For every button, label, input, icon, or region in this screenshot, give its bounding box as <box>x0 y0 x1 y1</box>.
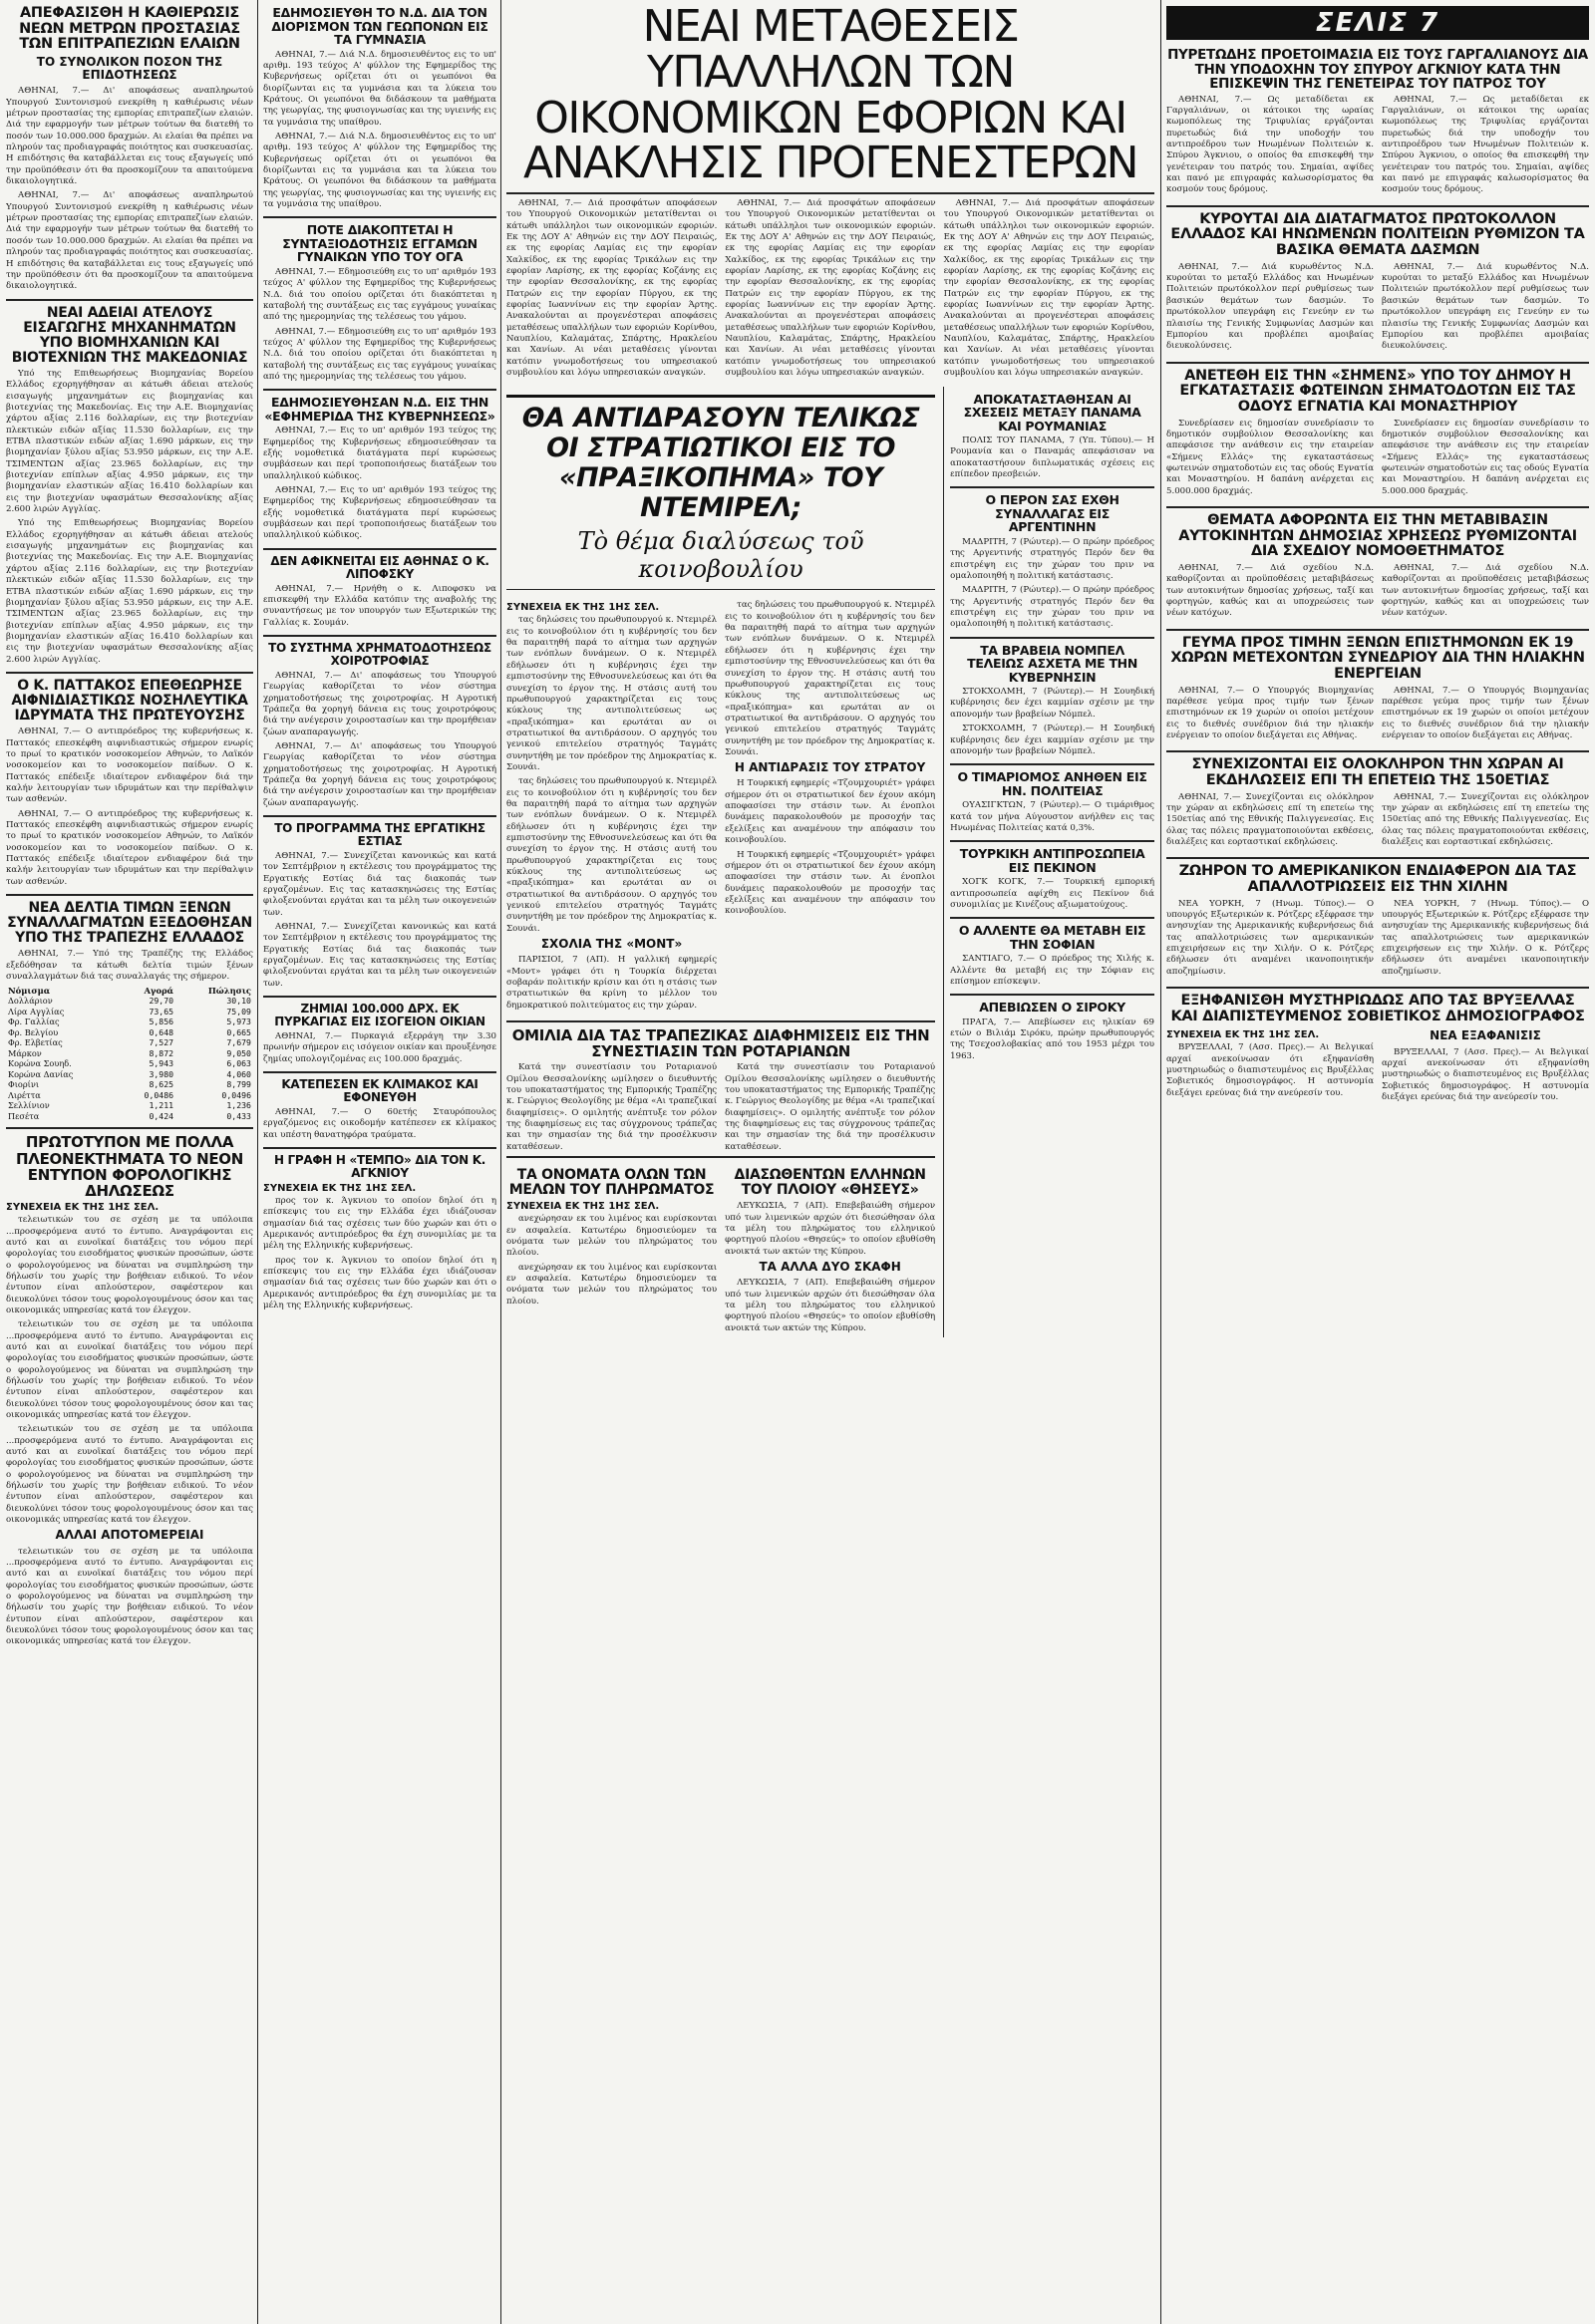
rate-row <box>6 1079 253 1090</box>
article-pattakos-cont: ΑΘΗΝΑΙ, 7.— Ο αντιπρόεδρος της κυβερνήσεως κ. Παττακός επεσκέφθη αιφνιδιαστικώς σήμερον ενωρίς το πρωί το κρατικόν νοσοκομείον Αθηνών, το Λαϊκόν νοσοκομείον και το νοσοκομείον παίδων. Ο κ. Παττακός επέδειξε ιδιαίτερον ενδιαφέρον διά την καλήν λειτουργίαν των ιδρυμάτων και την περίθαλψιν των ασθενών. <box>6 808 253 887</box>
rate-row <box>6 1111 253 1122</box>
rate-row <box>6 996 253 1007</box>
ship-stories <box>506 1156 935 1337</box>
article-tempo: προς τον κ. Άγκνιου το οποίον δηλοί ότι η επίσκεψις του εις την Ελλάδα έχει ιδιάζουσαν σημασίαν διά τας σχέσεις των δύο χωρών και ότι ο Αμερικανός αντιπρόεδρος θα έχη συνομιλίας με τα μέλη της Ελληνικής κυβερνήσεως. <box>263 1195 496 1252</box>
headline-lipofsky: ΔΕΝ ΑΦΙΚΝΕΙΤΑΙ ΕΙΣ ΑΘΗΝΑΣ Ο Κ. ΛΙΠΟΦΣΚΥ <box>263 548 496 581</box>
article-solar: ΑΘΗΝΑΙ, 7.— Ο Υπουργός Βιομηχανίας παρέθεσε γεύμα προς τιμήν των ξένων επιστημόνων εκ 19 χωρών οι οποίοι μετέχουν εις το διεθνές συνέδριον διά την ηλιακήν ενέργειαν το οποίον διεξάγεται εις Αθήνας. <box>1166 685 1374 740</box>
rate-sell: 0,433 <box>226 1110 251 1121</box>
continuation-tax-form: ΣΥΝΕΧΕΙΑ ΕΚ ΤΗΣ 1ΗΣ ΣΕΛ. <box>6 1202 160 1214</box>
column-rule <box>500 0 501 2324</box>
rate-currency: Δολλάριον <box>8 996 53 1007</box>
article-fire: ΑΘΗΝΑΙ, 7.— Πυρκαγιά εξερράγη την 3.30 πρωινήν σήμερον εις ισόγειον οικίαν και προυξένησε ζημίας υπολογιζομένας εις 100.000 δραχμάς. <box>263 1030 496 1064</box>
article-turkey: τας δηλώσεις του πρωθυπουργού κ. Ντεμιρέλ εις το κοινοβούλιον ότι η κυβέρνησίς του δεν θα παραιτηθή παρά το αίτημα των αρχηγών των ενόπλων δυνάμεων. Ο κ. Ντεμιρέλ εδήλωσεν ότι η κυβέρνησις έχει την εμπιστοσύνην της Εθνοσυνελεύσεως και ότι θα συνεχίση το έργον της. Η στάσις αυτή του πρωθυπουργού χαρακτηρίζεται εις τους κύκλους της αντιπολιτεύσεως ως «πραξικόπημα» και ερωτάται αν οι στρατιωτικοί θα αντιδράσουν. Ο αρχηγός του γενικού επιτελείου στρατηγός Ταγμάτς συνηντήθη με τον πρόεδρον της Δημοκρατίας κ. Σουνάι. <box>506 615 718 772</box>
article-gargalianoi-cont: ΑΘΗΝΑΙ, 7.— Ως μεταδίδεται εκ Γαργαλιάνων, οι κάτοικοι της ωραίας κωμοπόλεως της Τριφυλίας εργάζονται πυρετωδώς διά την υποδοχήν του αντιπροέδρου των Ηνωμένων Πολιτειών κ. Σπύρου Άγκνιου, ο οποίος θα επισκεφθή την γενέτειραν του πατρός του. Σημαίαι, αψίδες και πανό με επιγραφάς καλωσορίσματος θα κοσμούν τους δρόμους. <box>1382 94 1589 195</box>
article-nobel: ΣΤΟΚΧΟΛΜΗ, 7 (Ρώυτερ).— Η Σουηδική κυβέρνησις δεν έχει καμμίαν σχέσιν με την απονομήν των βραβείων Νόμπελ. <box>950 687 1154 720</box>
article-theseus-cont: ΛΕΥΚΩΣΙΑ, 7 (ΑΠ). Επεβεβαιώθη σήμερον υπό των λιμενικών αρχών ότι διεσώθησαν όλα τα μέλη του πληρώματος του ελληνικού φορτηγού πλοίου «Θησεύς» το οποίον εβυθίσθη ανοικτά των ακτών της Κύπρου. <box>725 1278 936 1333</box>
rate-currency: Λιρέττα <box>8 1089 41 1100</box>
article-rotary-cont: Κατά την συνεστίασιν του Ροταριανού Ομίλου Θεσσαλονίκης ωμίλησεν ο διευθυντής του υποκαταστήματος της Εμπορικής Τραπέζης κ. Γεώργιος Θεολογίδης με θέμα «Αι τραπεζικαί διαφημίσεις». Ο ομιλητής ανέπτυξε τον ρόλον της διαφημίσεως εις τας σύγχρονους τράπεζας και την σημασίαν της διά την προσέλκυσιν καταθέσεων. <box>725 1062 936 1152</box>
banner-article-part-1: ΑΘΗΝΑΙ, 7.— Διά προσφάτων αποφάσεων του Υπουργού Οικονομικών μετατίθενται οι κάτωθι υπάλληλοι των οικονομικών εφοριών. Εκ της ΔΟΥ Α' Αθηνών εις την ΔΟΥ Πειραιώς, εκ της εφορίας Λαμίας εις την εφορίαν Χαλκίδος, εκ της εφορίας Τρικάλων εις την εφορίαν Λαρίσης, εκ της εφορίας Κοζάνης εις την εφορίαν Θεσσαλονίκης, εκ της εφορίας Πατρών εις την εφορίαν Πύργου, εκ της εφορίας Ιωαννίνων εις την εφορίαν Άρτης. Ανακαλούνται αι προγενέστεραι αποφάσεις μεταθέσεως υπαλλήλων των εφοριών Κορίνθου, Ναυπλίου, Καλαμάτας, Σπάρτης, Ηρακλείου και Χανίων. Αι νέαι μεταθέσεις γίνονται κατόπιν γνωμοδοτήσεως του υπηρεσιακού συμβουλίου και λόγω υπηρεσιακών αναγκών. <box>506 198 718 379</box>
headline-chile: ΖΩΗΡΟΝ ΤΟ ΑΜΕΡΙΚΑΝΙΚΟΝ ΕΝΔΙΑΦΕΡΟΝ ΔΙΑ ΤΑΣ ΑΠΑΛΛΟΤΡΙΩΣΕΙΣ ΕΙΣ ΤΗΝ ΧΙΛΗΝ <box>1166 857 1589 895</box>
rate-sell: 1,236 <box>226 1100 251 1111</box>
subheadline-olives: ΤΟ ΣΥΝΟΛΙΚΟΝ ΠΟΣΟΝ ΤΗΣ ΕΠΙΔΟΤΗΣΕΩΣ <box>36 54 223 83</box>
headline-150-years: ΣΥΝΕΧΙΖΟΝΤΑΙ ΕΙΣ ΟΛΟΚΛΗΡΟΝ ΤΗΝ ΧΩΡΑΝ ΑΙ ΕΚΔΗΛΩΣΕΙΣ ΕΠΙ ΤΗ ΕΠΕΤΕΙΩ ΤΗΣ 150ΕΤΙΑΣ <box>1166 750 1589 788</box>
rate-sell: 9,050 <box>226 1047 251 1058</box>
rate-buy: 29,70 <box>149 996 174 1007</box>
article-turkey-cont: τας δηλώσεις του πρωθυπουργού κ. Ντεμιρέλ εις το κοινοβούλιον ότι η κυβέρνησίς του δεν θα παραιτηθή παρά το αίτημα των αρχηγών των ενόπλων δυνάμεων. Ο κ. Ντεμιρέλ εδήλωσεν ότι η κυβέρνησις έχει την εμπιστοσύνην της Εθνοσυνελεύσεως και ότι θα συνεχίση το έργον της. Η στάσις αυτή του πρωθυπουργού χαρακτηρίζεται εις τους κύκλους της αντιπολιτεύσεως ως «πραξικόπημα» και ερωτάται αν οι στρατιωτικοί θα αντιδράσουν. Ο αρχηγός του γενικού επιτελείου στρατηγός Ταγμάτς συνηντήθη με τον πρόεδρον της Δημοκρατίας κ. Σουνάι. <box>506 776 718 934</box>
article-tariff: ΑΘΗΝΑΙ, 7.— Διά κυρωθέντος Ν.Δ. κυρούται το μεταξύ Ελλάδος και Ηνωμένων Πολιτειών πρωτόκολλον περί ρυθμίσεως των βασικών θεμάτων των δασμών. Το πρωτόκολλον υπεγράφη εις Γενεύην εν τω πλαισίω της Γενικής Συμφωνίας Δασμών και Εμπορίου και προβλέπει αμοιβαίας διευκολύνσεις. <box>1166 261 1374 352</box>
banner-article-part-2: ΑΘΗΝΑΙ, 7.— Διά προσφάτων αποφάσεων του Υπουργού Οικονομικών μετατίθενται οι κάτωθι υπάλληλοι των οικονομικών εφοριών. Εκ της ΔΟΥ Α' Αθηνών εις την ΔΟΥ Πειραιώς, εκ της εφορίας Λαμίας εις την εφορίαν Χαλκίδος, εκ της εφορίας Τρικάλων εις την εφορίαν Λαρίσης, εκ της εφορίας Κοζάνης εις την εφορίαν Θεσσαλονίκης, εκ της εφορίας Πατρών εις την εφορίαν Πύργου, εκ της εφορίας Ιωαννίνων εις την εφορίαν Άρτης. Ανακαλούνται αι προγενέστεραι αποφάσεις μεταθέσεως υπαλλήλων των εφοριών Κορίνθου, Ναυπλίου, Καλαμάτας, Σπάρτης, Ηρακλείου και Χανίων. Αι νέαι μεταθέσεις γίνονται κατόπιν γνωμοδοτήσεως του υπηρεσιακού συμβουλίου και λόγω υπηρεσιακών αναγκών. <box>725 198 936 379</box>
headline-tariff-protocol: ΚΥΡΟΥΤΑΙ ΔΙΑ ΔΙΑΤΑΓΜΑΤΟΣ ΠΡΩΤΟΚΟΛΛΟΝ ΕΛΛΑΔΟΣ ΚΑΙ ΗΝΩΜΕΝΩΝ ΠΟΛΙΤΕΙΩΝ ΡΥΘΜΙΖΟΝ ΤΑ ΒΑΣΙΚΑ ΘΕΜΑΤΑ ΔΑΣΜΩΝ <box>1166 205 1589 259</box>
rotary-columns <box>506 1062 935 1156</box>
rate-currency: Φρ. Ελβετίας <box>8 1037 63 1048</box>
column-rule <box>1160 0 1161 2324</box>
rate-buy: 8,625 <box>149 1079 174 1090</box>
article-peron-cont: ΜΑΔΡΙΤΗ, 7 (Ρώυτερ).— Ο πρώην πρόεδρος της Αργεντινής στρατηγός Περόν δεν θα επιστρέψη εις την χώραν του πριν να ομαλοποιηθή η πολιτική κατάστασις. <box>950 585 1154 630</box>
headline-gargalianoi: ΠΥΡΕΤΩΔΗΣ ΠΡΟΕΤΟΙΜΑΣΙΑ ΕΙΣ ΤΟΥΣ ΓΑΡΓΑΛΙΑΝΟΥΣ ΔΙΑ ΤΗΝ ΥΠΟΔΟΧΗΝ ΤΟΥ ΣΠΥΡΟΥ ΑΓΚΝΙΟΥ ΚΑΤΑ ΤΗΝ ΕΠΙΣΚΕΨΙΝ ΤΗΣ ΓΕΝΕΤΕΙΡΑΣ ΤΟΥ ΠΑΤΡΟΣ ΤΟΥ <box>1167 47 1588 93</box>
rate-buy: 3,980 <box>149 1068 174 1079</box>
rate-currency: Φρ. Γαλλίας <box>8 1017 60 1027</box>
headline-machinery: ΝΕΑΙ ΑΔΕΙΑΙ ΑΤΕΛΟΥΣ ΕΙΣΑΓΩΓΗΣ ΜΗΧΑΝΗΜΑΤΩΝ ΥΠΟ ΒΙΟΜΗΧΑΝΙΩΝ ΚΑΙ ΒΙΟΤΕΧΝΙΩΝ ΤΗΣ ΜΑΚΕΔΟΝΙΑΣ <box>6 299 253 366</box>
article-oga-pensions: ΑΘΗΝΑΙ, 7.— Εδημοσιεύθη εις το υπ' αριθμόν 193 τεύχος Α' φύλλον της Εφημερίδος της Κυβερνήσεως Ν.Δ. διά του οποίου ορίζεται ότι διακόπτεται η καταβολή της συντάξεως εις τας εγγάμους γυναίκας από της ημερομηνίας της τελέσεως του γάμου. <box>263 266 496 323</box>
headline-turkish-delegation: ΤΟΥΡΚΙΚΗ ΑΝΤΙΠΡΟΣΩΠΕΙΑ ΕΙΣ ΠΕΚΙΝΟΝ <box>950 840 1154 874</box>
column-2 <box>263 0 496 2324</box>
article-workers-home-cont: ΑΘΗΝΑΙ, 7.— Συνεχίζεται κανονικώς και κατά τον Σεπτέμβριον η εκτέλεσις του προγράμματος της Εργατικής Εστίας διά τας διακοπάς των εργαζομένων. Εις τας κατασκηνώσεις της Εστίας φιλοξενούνται εργάται και τα μέλη των οικογενειών των. <box>263 921 496 989</box>
rate-currency: Κορώνα Σουηδ. <box>8 1058 72 1069</box>
column-1 <box>6 0 253 2324</box>
headline-theseus: ΔΙΑΣΩΘΕΝΤΩΝ ΕΛΛΗΝΩΝ ΤΟΥ ΠΛΟΙΟΥ «ΘΗΣΕΥΣ» <box>734 1167 926 1199</box>
rate-col-buy: Αγορά <box>144 986 174 997</box>
exchange-rate-table <box>6 986 253 1121</box>
headline-crew: ΤΑ ΟΝΟΜΑΤΑ ΟΛΩΝ ΤΩΝ ΜΕΛΩΝ ΤΟΥ ΠΛΗΡΩΜΑΤΟΣ <box>508 1167 715 1199</box>
rate-row <box>6 1058 253 1069</box>
rate-col-currency: Νόμισμα <box>8 986 51 997</box>
continuation-turkey: ΣΥΝΕΧΕΙΑ ΕΚ ΤΗΣ 1ΗΣ ΣΕΛ. <box>506 602 660 614</box>
article-vehicles: ΑΘΗΝΑΙ, 7.— Διά σχεδίου Ν.Δ. καθορίζονται αι προϋποθέσεις μεταβιβάσεως των αυτοκινήτων δημοσίας χρήσεως, ταξί και φορτηγών, καθώς και αι υποχρεώσεις των νέων κατόχων. <box>1166 562 1374 619</box>
rate-buy: 0,424 <box>149 1110 174 1121</box>
article-crew: ανεχώρησαν εκ του λιμένος και ευρίσκονται εν ασφαλεία. Κατωτέρω δημοσιεύομεν τα ονόματα των μελών του πληρώματος του πλοίου. <box>506 1214 718 1259</box>
headline-rotary: ΟΜΙΛΙΑ ΔΙΑ ΤΑΣ ΤΡΑΠΕΖΙΚΑΣ ΔΙΑΦΗΜΙΣΕΙΣ ΕΙΣ ΤΗΝ ΣΥΝΕΣΤΙΑΣΙΝ ΤΩΝ ΡΟΤΑΡΙΑΝΩΝ <box>506 1020 935 1059</box>
rate-row <box>6 1017 253 1027</box>
article-peron: ΜΑΔΡΙΤΗ, 7 (Ρώυτερ).— Ο πρώην πρόεδρος της Αργεντινής στρατηγός Περόν δεν θα επιστρέψη εις την χώραν του πριν να ομαλοποιηθή η πολιτική κατάστασις. <box>950 536 1154 581</box>
headline-workers-home: ΤΟ ΠΡΟΓΡΑΜΜΑ ΤΗΣ ΕΡΓΑΤΙΚΗΣ ΕΣΤΙΑΣ <box>263 815 496 848</box>
article-tempo-cont: προς τον κ. Άγκνιου το οποίον δηλοί ότι η επίσκεψις του εις την Ελλάδα έχει ιδιάζουσαν σημασίαν διά τας σχέσεις των δύο χωρών και ότι ο Αμερικανός αντιπρόεδρος θα έχη συνομιλίας με τα μέλη της Ελληνικής κυβερνήσεως. <box>263 1255 496 1310</box>
continuation-journalist: ΣΥΝΕΧΕΙΑ ΕΚ ΤΗΣ 1ΗΣ ΣΕΛ. <box>1166 1029 1320 1041</box>
headline-siroky: ΑΠΕΒΙΩΣΕΝ Ο ΣΙΡΟΚΥ <box>950 994 1154 1015</box>
rate-currency: Κορώνα Δανίας <box>8 1068 74 1079</box>
column-rule <box>257 0 258 2324</box>
article-solar-cont: ΑΘΗΝΑΙ, 7.— Ο Υπουργός Βιομηχανίας παρέθεσε γεύμα προς τιμήν των ξένων επιστημόνων εκ 19 χωρών οι οποίοι μετέχουν εις το διεθνές συνέδριον διά την ηλιακήν ενέργειαν το οποίον διεξάγεται εις Αθήνας. <box>1382 685 1589 740</box>
rate-sell: 6,063 <box>226 1058 251 1069</box>
rate-buy: 0,0486 <box>144 1089 174 1100</box>
article-olives-cont: ΑΘΗΝΑΙ, 7.— Δι' αποφάσεως αναπληρωτού Υπουργού Συντονισμού ενεκρίθη η καθιέρωσις νέων μέτρων προστασίας της εμπορίας επιτραπεζίων ελαιών. Διά την εφαρμογήν των μέτρων τούτων θα διατεθή το ποσόν των 10.000.000 δραχμών. Αι ελαίαι θα πρέπει να πληρούν τας προδιαγραφάς ποιότητος και συσκευασίας. Η επιδότησις θα καταβάλλεται εις τους εξαγωγείς υπό την προϋπόθεσιν ότι θα προσκομίζουν τα απαιτούμενα δικαιολογητικά. <box>6 190 253 292</box>
headline-decrees: ΕΔΗΜΟΣΙΕΥΘΗΣΑΝ Ν.Δ. ΕΙΣ ΤΗΝ «ΕΦΗΜΕΡΙΔΑ ΤΗΣ ΚΥΒΕΡΝΗΣΕΩΣ» <box>263 389 496 423</box>
article-anniversary-cont: ΑΘΗΝΑΙ, 7.— Συνεχίζονται εις ολόκληρον την χώραν αι εκδηλώσεις επί τη επετείω της 150ετίας από της Εθνικής Παλιγγενεσίας. Εις όλας τας πόλεις πραγματοποιούνται εκθέσεις, διαλέξεις και εορταστικαί εκδηλώσεις. <box>1382 791 1589 847</box>
headline-pig-farming: ΤΟ ΣΥΣΤΗΜΑ ΧΡΗΜΑΤΟΔΟΤΗΣΕΩΣ ΧΟΙΡΟΤΡΟΦΙΑΣ <box>263 635 496 668</box>
rate-buy: 1,211 <box>149 1100 174 1111</box>
gargalianoi-columns <box>1166 95 1589 199</box>
headline-soviet-journalist: ΕΞΗΦΑΝΙΣΘΗ ΜΥΣΤΗΡΙΩΔΩΣ ΑΠΟ ΤΑΣ ΒΡΥΞΕΛΛΑΣ ΚΑΙ ΔΙΑΠΙΣΤΕΥΜΕΝΟΣ ΣΟΒΙΕΤΙΚΟΣ ΔΗΜΟΣΙΟΓΡΑΦΟΣ <box>1166 987 1589 1024</box>
article-agronomists-cont: ΑΘΗΝΑΙ, 7.— Διά Ν.Δ. δημοσιευθέντος εις το υπ' αριθμ. 193 τεύχος Α' φύλλον της Εφημερίδος της Κυβερνήσεως ορίζεται ότι οι γεωπόνοι θα διορίζωνται εις τα γυμνάσια και τα λύκεια του Κράτους. Οι γεωπόνοι θα διδάσκουν τα μαθήματα της γεωργίας, της φυσιογνωσίας και της υγιεινής εις τα γυμνάσια της υπαίθρου. <box>263 131 496 209</box>
rate-buy: 5,943 <box>149 1058 174 1069</box>
article-pattakos: ΑΘΗΝΑΙ, 7.— Ο αντιπρόεδρος της κυβερνήσεως κ. Παττακός επεσκέφθη αιφνιδιαστικώς σήμερον ενωρίς το πρωί το κρατικόν νοσοκομείον Αθηνών, το Λαϊκόν νοσοκομείον και το νοσοκομείον παίδων. Ο κ. Παττακός επέδειξε ιδιαίτερον ενδιαφέρον διά την καλήν λειτουργίαν των ιδρυμάτων και την περίθαλψιν των ασθενών. <box>6 726 253 805</box>
headline-tempo: Η ΓΡΑΦΗ Η «ΤΕΜΠΟ» ΔΙΑ ΤΟΝ Κ. ΑΓΚΝΙΟΥ <box>263 1147 496 1180</box>
anniversary-columns <box>1166 792 1589 852</box>
article-exchange-rates: ΑΘΗΝΑΙ, 7.— Υπό της Τραπέζης της Ελλάδος εξεδόθησαν τα κάτωθι δελτία τιμών ξένων συναλλαγμάτων διά τας συναλλαγάς της σήμερον. <box>6 949 253 983</box>
banner-article-part-3: ΑΘΗΝΑΙ, 7.— Διά προσφάτων αποφάσεων του Υπουργού Οικονομικών μετατίθενται οι κάτωθι υπάλληλοι των οικονομικών εφοριών. Εκ της ΔΟΥ Α' Αθηνών εις την ΔΟΥ Πειραιώς, εκ της εφορίας Λαμίας εις την εφορίαν Χαλκίδος, εκ της εφορίας Τρικάλων εις την εφορίαν Λαρίσης, εκ της εφορίας Κοζάνης εις την εφορίαν Θεσσαλονίκης, εκ της εφορίας Πατρών εις την εφορίαν Πύργου, εκ της εφορίας Ιωαννίνων εις την εφορίαν Άρτης. Ανακαλούνται αι προγενέστεραι αποφάσεις μεταθέσεως υπαλλήλων των εφοριών Κορίνθου, Ναυπλίου, Καλαμάτας, Σπάρτης, Ηρακλείου και Χανίων. Αι νέαι μεταθέσεις γίνονται κατόπιν γνωμοδοτήσεως του υπηρεσιακού συμβουλίου και λόγω υπηρεσιακών αναγκών. <box>943 198 1154 379</box>
right-block <box>1166 0 1589 2324</box>
article-crew-cont: ανεχώρησαν εκ του λιμένος και ευρίσκονται εν ασφαλεία. Κατωτέρω δημοσιεύομεν τα ονόματα των μελών του πληρώματος του πλοίου. <box>506 1262 718 1307</box>
rate-sell: 30,10 <box>226 996 251 1007</box>
rate-buy: 8,872 <box>149 1047 174 1058</box>
article-panama: ΠΟΛΙΣ ΤΟΥ ΠΑΝΑΜΑ, 7 (Υπ. Τύπου).— Η Ρουμανία και ο Παναμάς απεφάσισαν να αποκαταστήσουν διπλωματικάς σχέσεις εις επίπεδον πρεσβειών. <box>950 436 1154 480</box>
center-right-column <box>943 387 1154 1337</box>
page-number-masthead: ΣΕΛΙΣ 7 <box>1166 6 1589 40</box>
article-machinery: Υπό της Επιθεωρήσεως Βιομηχανίας Βορείου Ελλάδος εχορηγήθησαν αι κάτωθι άδειαι ατελούς εισαγωγής μηχανημάτων εις βιομηχανίας και βιοτεχνίας της Μακεδονίας. Εις την Α.Ε. Βιομηχανίας χάρτου αξίας 2.116 δολλαρίων, εις την βιοτεχνίαν πλεκτικών ειδών αξίας 11.530 δολλαρίων, εις την ΕΤΒΑ πλαστικών ειδών αξίας 1.690 μάρκων, εις την βιομηχανίαν ξύλου αξίας 53.950 μάρκων, εις την Α.Ε. ΤΣΙΜΕΝΤΩΝ αξίας 23.965 δολλαρίων, εις την βιοτεχνίαν επίπλων αξίας 4.950 μάρκων, εις την βιομηχανίαν ελαστικών αξίας 16.410 δολλαρίων και εις την βιοτεχνίαν υφασμάτων Θεσσαλονίκης αξίας 2.600 λιρών Αγγλίας. <box>6 368 253 515</box>
article-turkish-delegation: ΧΟΓΚ ΚΟΓΚ, 7.— Τουρκική εμπορική αντιπροσωπεία αφίχθη εις Πεκίνον διά συνομιλίας με Κινέζους αξιωματούχους. <box>950 877 1154 910</box>
article-journalist-cont: ΒΡΥΞΕΛΛΑΙ, 7 (Ασσ. Πρες).— Αι Βελγικαί αρχαί ανεκοίνωσαν ότι εξηφανίσθη μυστηριωδώς ο διαπιστευμένος εις Βρυξέλλας Σοβιετικός δημοσιογράφος. Η αστυνομία διεξάγει ερεύνας διά την ανεύρεσίν του. <box>1382 1046 1589 1102</box>
headline-price-index: Ο ΤΙΜΑΡΙΟΜΟΣ ΑΝΗΘΕΝ ΕΙΣ ΗΝ. ΠΟΛΙΤΕΙΑΣ <box>950 763 1154 797</box>
subheadline-two-vessels: ΤΑ ΑΛΛΑ ΔΥΟ ΣΚΑΦΗ <box>759 1260 901 1275</box>
article-siemens: Συνεδρίασεν εις δημοσίαν συνεδρίασιν το δημοτικόν συμβούλιον Θεσσαλονίκης και απεφάσισε την ανάθεσιν εις την εταιρείαν «Σήμενς Ελλάς» της εγκαταστάσεως φωτεινών σηματοδοτών εις τας οδούς Εγνατία και Μοναστηρίου. Η δαπάνη ανέρχεται εις 5.000.000 δραχμάς. <box>1166 418 1374 496</box>
article-decrees-cont: ΑΘΗΝΑΙ, 7.— Εις το υπ' αριθμόν 193 τεύχος της Εφημερίδος της Κυβερνήσεως εδημοσιεύθησαν τα εξής νομοθετικά διατάγματα περί κυρώσεως συμβάσεων και περί τροποποιήσεως διατάξεων του υπαλληλικού κώδικος. <box>263 484 496 541</box>
headline-oga-pensions: ΠΟΤΕ ΔΙΑΚΟΠΤΕΤΑΙ Η ΣΥΝΤΑΞΙΟΔΟΤΗΣΙΣ ΕΓΓΑΜΩΝ ΓΥΝΑΙΚΩΝ ΥΠΟ ΤΟΥ ΟΓΑ <box>263 216 496 264</box>
rate-buy: 5,856 <box>149 1017 174 1027</box>
continuation-tempo: ΣΥΝΕΧΕΙΑ ΕΚ ΤΗΣ 1ΗΣ ΣΕΛ. <box>263 1182 417 1194</box>
siemens-columns <box>1166 419 1589 500</box>
rate-currency: Φιορίνι <box>8 1079 40 1090</box>
rate-col-sell: Πώλησις <box>207 986 251 997</box>
rate-currency: Φρ. Βελγίου <box>8 1026 59 1037</box>
center-lower-row <box>506 387 1154 1337</box>
headline-public-vehicles: ΘΕΜΑΤΑ ΑΦΟΡΩΝΤΑ ΕΙΣ ΤΗΝ ΜΕΤΑΒΙΒΑΣΙΝ ΑΥΤΟΚΙΝΗΤΩΝ ΔΗΜΟΣΙΑΣ ΧΡΗΣΕΩΣ ΡΥΘΜΙΖΟΝΤΑΙ ΔΙΑ ΣΧΕΔΙΟΥ ΝΟΜΟΘΕΤΗΜΑΤΟΣ <box>1166 506 1589 560</box>
rate-sell: 4,060 <box>226 1068 251 1079</box>
subheadline-new-disappearance: ΝΕΑ ΕΞΑΦΑΝΙΣΙΣ <box>1430 1028 1541 1043</box>
rate-buy: 0,648 <box>149 1026 174 1037</box>
article-rotary: Κατά την συνεστίασιν του Ροταριανού Ομίλου Θεσσαλονίκης ωμίλησεν ο διευθυντής του υποκαταστήματος της Εμπορικής Τραπέζης κ. Γεώργιος Θεολογίδης με θέμα «Αι τραπεζικαί διαφημίσεις». Ο ομιλητής ανέπτυξε τον ρόλον της διαφημίσεως εις τας σύγχρονους τράπεζας και την σημασίαν της διά την προσέλκυσιν καταθέσεων. <box>506 1062 718 1152</box>
rate-sell: 8,799 <box>226 1079 251 1090</box>
article-lipofsky: ΑΘΗΝΑΙ, 7.— Ηρνήθη ο κ. Λιποφσκυ να επισκεφθή την Ελλάδα κατόπιν της αναβολής της συναντήσεως με τον υπουργόν των Εξωτερικών της Γαλλίας κ. Σουμάν. <box>263 583 496 628</box>
headline-solar-congress: ΓΕΥΜΑ ΠΡΟΣ ΤΙΜΗΝ ΞΕΝΩΝ ΕΠΙΣΤΗΜΟΝΩΝ ΕΚ 19 ΧΩΡΩΝ ΜΕΤΕΧΟΝΤΩΝ ΣΥΝΕΔΡΙΟΥ ΔΙΑ ΤΗΝ ΗΛΙΑΚΗΝ ΕΝΕΡΓΕΙΑΝ <box>1166 629 1589 683</box>
rate-row <box>6 1007 253 1017</box>
article-agronomists: ΑΘΗΝΑΙ, 7.— Διά Ν.Δ. δημοσιευθέντος εις το υπ' αριθμ. 193 τεύχος Α' φύλλον της Εφημερίδος της Κυβερνήσεως ορίζεται ότι οι γεωπόνοι θα διορίζωνται εις τα γυμνάσια και τα λύκεια του Κράτους. Οι γεωπόνοι θα διδάσκουν τα μαθήματα της γεωργίας, της φυσιογνωσίας και της υγιεινής εις τα γυμνάσια της υπαίθρου. <box>263 49 496 128</box>
article-decrees: ΑΘΗΝΑΙ, 7.— Εις το υπ' αριθμόν 193 τεύχος της Εφημερίδος της Κυβερνήσεως εδημοσιεύθησαν τα εξής νομοθετικά διατάγματα περί κυρώσεως συμβάσεων και περί τροποποιήσεως διατάξεων του υπαλληλικού κώδικος. <box>263 426 496 481</box>
article-tariff-cont: ΑΘΗΝΑΙ, 7.— Διά κυρωθέντος Ν.Δ. κυρούται το μεταξύ Ελλάδος και Ηνωμένων Πολιτειών πρωτόκολλον περί ρυθμίσεως των βασικών θεμάτων των δασμών. Το πρωτόκολλον υπεγράφη εις Γενεύην εν τω πλαισίω της Γενικής Συμφωνίας Δασμών και Εμπορίου και προβλέπει αμοιβαίας διευκολύνσεις. <box>1382 261 1589 352</box>
article-monde: ΠΑΡΙΣΙΟΙ, 7 (ΑΠ). Η γαλλική εφημερίς «Μοντ» γράφει ότι η Τουρκία διέρχεται σοβαράν πολιτικήν κρίσιν και ότι η στάσις των στρατιωτικών θα κρίνη το μέλλον του δημοκρατικού πολιτεύματος εις την χώραν. <box>506 955 718 1011</box>
article-olives: ΑΘΗΝΑΙ, 7.— Δι' αποφάσεως αναπληρωτού Υπουργού Συντονισμού ενεκρίθη η καθιέρωσις νέων μέτρων προστασίας της εμπορίας επιτραπεζίων ελαιών. Διά την εφαρμογήν των μέτρων τούτων θα διατεθή το ποσόν των 10.000.000 δραχμών. Αι ελαίαι θα πρέπει να πληρούν τας προδιαγραφάς ποιότητος και συσκευασίας. Η επιδότησις θα καταβάλλεται εις τους εξαγωγείς υπό την προϋπόθεσιν ότι θα προσκομίζουν τα απαιτούμενα δικαιολογητικά. <box>6 86 253 187</box>
tariff-columns <box>1166 262 1589 356</box>
article-oga-pensions-cont: ΑΘΗΝΑΙ, 7.— Εδημοσιεύθη εις το υπ' αριθμόν 193 τεύχος Α' φύλλον της Εφημερίδος της Κυβερνήσεως Ν.Δ. διά του οποίου ορίζεται ότι διακόπτεται η καταβολή της συντάξεως εις τας εγγάμους γυναίκας από της ημερομηνίας της τελέσεως του γάμου. <box>263 326 496 382</box>
rate-row <box>6 1090 253 1101</box>
article-pig-farming: ΑΘΗΝΑΙ, 7.— Δι' αποφάσεως του Υπουργού Γεωργίας καθορίζεται το νέον σύστημα χρηματοδοτήσεως της χοιροτροφίας. Η Αγροτική Τράπεζα θα χορηγή δάνεια εις τους χοιροτρόφους διά την ανέγερσιν χοιροστασίων και την προμήθειαν ζώων αναπαραγωγής. <box>263 670 496 737</box>
rate-sell: 7,679 <box>226 1037 251 1048</box>
continuation-crew: ΣΥΝΕΧΕΙΑ ΕΚ ΤΗΣ 1ΗΣ ΣΕΛ. <box>506 1201 660 1213</box>
rate-buy: 73,65 <box>149 1006 174 1017</box>
rate-row <box>6 1048 253 1059</box>
rate-row <box>6 1069 253 1080</box>
subheadline-turkey: Τὸ θέμα διαλύσεως τοῦ κοινοβουλίου <box>506 527 935 590</box>
headline-siemens: ΑΝΕΤΕΘΗ ΕΙΣ ΤΗΝ «ΣΗΜΕΝΣ» ΥΠΟ ΤΟΥ ΔΗΜΟΥ Η ΕΓΚΑΤΑΣΤΑΣΙΣ ΦΩΤΕΙΝΩΝ ΣΗΜΑΤΟΔΟΤΩΝ ΕΙΣ ΤΑΣ ΟΔΟΥΣ ΕΓΝΑΤΙΑ ΚΑΙ ΜΟΝΑΣΤΗΡΙΟΥ <box>1166 362 1589 416</box>
article-siroky: ΠΡΑΓΑ, 7.— Απεβίωσεν εις ηλικίαν 69 ετών ο Βιλιάμ Σιρόκυ, πρώην πρωθυπουργός της Τσεχοσλοβακίας από του 1953 μέχρι του 1963. <box>950 1017 1154 1061</box>
subheadline-army: Η ΑΝΤΙΔΡΑΣΙΣ ΤΟΥ ΣΤΡΑΤΟΥ <box>734 760 926 775</box>
banner-article-columns <box>506 198 1154 383</box>
article-nobel-cont: ΣΤΟΚΧΟΛΜΗ, 7 (Ρώυτερ).— Η Σουηδική κυβέρνησις δεν έχει καμμίαν σχέσιν με την απονομήν των βραβείων Νόμπελ. <box>950 724 1154 756</box>
headline-panama: ΑΠΟΚΑΤΑΣΤΑΘΗΣΑΝ ΑΙ ΣΧΕΣΕΙΣ ΜΕΤΑΞΥ ΠΑΝΑΜΑ ΚΑΙ ΡΟΥΜΑΝΙΑΣ <box>963 391 1141 434</box>
article-pig-farming-cont: ΑΘΗΝΑΙ, 7.— Δι' αποφάσεως του Υπουργού Γεωργίας καθορίζεται το νέον σύστημα χρηματοδοτήσεως της χοιροτροφίας. Η Αγροτική Τράπεζα θα χορηγή δάνεια εις τους χοιροτρόφους διά την ανέγερσιν χοιροστασίων και την προμήθειαν ζώων αναπαραγωγής. <box>263 740 496 808</box>
headline-tax-form: ΠΡΩΤΟΤΥΠΟΝ ΜΕ ΠΟΛΛΑ ΠΛΕΟΝΕΚΤΗΜΑΤΑ ΤΟ ΝΕΟΝ ΕΝΤΥΠΟΝ ΦΟΡΟΛΟΓΙΚΗΣ ΔΗΛΩΣΕΩΣ <box>6 1127 253 1199</box>
article-vehicles-cont: ΑΘΗΝΑΙ, 7.— Διά σχεδίου Ν.Δ. καθορίζονται αι προϋποθέσεις μεταβιβάσεως των αυτοκινήτων δημοσίας χρήσεως, ταξί και φορτηγών, καθώς και αι υποχρεώσεις των νέων κατόχων. <box>1382 562 1589 619</box>
rate-sell: 5,973 <box>226 1017 251 1027</box>
headline-exchange-rates: ΝΕΑ ΔΕΛΤΙΑ ΤΙΜΩΝ ΞΕΝΩΝ ΣΥΝΑΛΛΑΓΜΑΤΩΝ ΕΞΕΔΟΘΗΣΑΝ ΥΠΟ ΤΗΣ ΤΡΑΠΕΖΗΣ ΕΛΛΑΔΟΣ <box>6 894 253 946</box>
article-army: Η Τουρκική εφημερίς «Τζουμχουριέτ» γράφει σήμερον ότι οι στρατιωτικοί δεν έχουν ακόμη αποφασίσει την στάσιν των. Αι ένοπλοι δυνάμεις παρακολουθούν με προσοχήν τας εξελίξεις και αναμένουν την απόφασιν του κοινοβουλίου. <box>725 778 936 846</box>
chile-columns <box>1166 899 1589 981</box>
article-allende: ΣΑΝΤΙΑΓΟ, 7.— Ο πρόεδρος της Χιλής κ. Αλλέντε θα μεταβή εις την Σόφιαν εις επίσημον επίσκεψιν. <box>950 954 1154 987</box>
article-tax-form-cont3: τελειωτικών του σε σχέση με τα υπόλοιπα ...προσφερόμενα αυτό το έντυπο. Αναγράφονται εις αυτό και αι ευνοϊκαί διατάξεις του νόμου περί φορολογίας του εισοδήματος φυσικών προσώπων, ώστε ο φορολογούμενος να δύναται να συμπληρώση την δήλωσίν του χωρίς την βοήθειαν ειδικού. Το νέον έντυπον είναι απλούστερον, σαφέστερον και διευκολύνει τόσον τους φορολογουμένους όσον και τας οικονομικάς υπηρεσίας κατά τον έλεγχον. <box>6 1546 253 1647</box>
journalist-columns <box>1166 1027 1589 1106</box>
headline-nobel: ΤΑ ΒΡΑΒΕΙΑ ΝΟΜΠΕΛ ΤΕΛΕΙΩΣ ΑΣΧΕΤΑ ΜΕ ΤΗΝ ΚΥΒΕΡΝΗΣΙΝ <box>950 637 1154 685</box>
turkey-story <box>506 387 935 1337</box>
article-gargalianoi: ΑΘΗΝΑΙ, 7.— Ως μεταδίδεται εκ Γαργαλιάνων, οι κάτοικοι της ωραίας κωμοπόλεως της Τριφυλίας εργάζονται πυρετωδώς διά την υποδοχήν του αντιπροέδρου των Ηνωμένων Πολιτειών κ. Σπύρου Άγκνιου, ο οποίος θα επισκεφθή την γενέτειραν του πατρός του. Σημαίαι, αψίδες και πανό με επιγραφάς καλωσορίσματος θα κοσμούν τους δρόμους. <box>1166 94 1374 195</box>
rate-sell: 0,665 <box>226 1026 251 1037</box>
article-tax-form-cont: τελειωτικών του σε σχέση με τα υπόλοιπα ...προσφερόμενα αυτό το έντυπο. Αναγράφονται εις αυτό και αι ευνοϊκαί διατάξεις του νόμου περί φορολογίας του εισοδήματος φυσικών προσώπων, ώστε ο φορολογούμενος να δύναται να συμπληρώση την δήλωσίν του χωρίς την βοήθειαν ειδικού. Το νέον έντυπον είναι απλούστερον, σαφέστερον και διευκολύνει τόσον τους φορολογουμένους όσον και τας οικονομικάς υπηρεσίας κατά τον έλεγχον. <box>6 1319 253 1420</box>
article-fall: ΑΘΗΝΑΙ, 7.— Ο 60ετής Σταυρόπουλος εργαζόμενος εις οικοδομήν κατέπεσεν εκ κλίμακος και υπέστη θανατηφόρα τραύματα. <box>263 1106 496 1140</box>
article-chile-cont: ΝΕΑ ΥΟΡΚΗ, 7 (Ηνωμ. Τύπος).— Ο υπουργός Εξωτερικών κ. Ρότζερς εξέφρασε την ανησυχίαν της Αμερικανικής κυβερνήσεως διά τας απαλλοτριώσεις των αμερικανικών επιχειρήσεων εις την Χιλήν. Ο κ. Ρότζερς εδήλωσεν ότι αναμένει ικανοποιητικήν αποζημίωσιν. <box>1382 898 1589 977</box>
article-siemens-cont: Συνεδρίασεν εις δημοσίαν συνεδρίασιν το δημοτικόν συμβούλιον Θεσσαλονίκης και απεφάσισε την ανάθεσιν εις την εταιρείαν «Σήμενς Ελλάς» της εγκαταστάσεως φωτεινών σηματοδοτών εις τας οδούς Εγνατία και Μοναστηρίου. Η δαπάνη ανέρχεται εις 5.000.000 δραχμάς. <box>1382 418 1589 496</box>
rate-sell: 75,09 <box>226 1006 251 1017</box>
article-turkey-cont2: τας δηλώσεις του πρωθυπουργού κ. Ντεμιρέλ εις το κοινοβούλιον ότι η κυβέρνησίς του δεν θα παραιτηθή παρά το αίτημα των αρχηγών των ενόπλων δυνάμεων. Ο κ. Ντεμιρέλ εδήλωσεν ότι η κυβέρνησις έχει την εμπιστοσύνην της Εθνοσυνελεύσεως και ότι θα συνεχίση το έργον της. Η στάσις αυτή του πρωθυπουργού χαρακτηρίζεται εις τους κύκλους της αντιπολιτεύσεως ως «πραξικόπημα» και ερωτάται αν οι στρατιωτικοί θα αντιδράσουν. Ο αρχηγός του γενικού επιτελείου στρατηγός Ταγμάτς συνηντήθη με τον πρόεδρον της Δημοκρατίας κ. Σουνάι. <box>725 600 936 757</box>
headline-peron: Ο ΠΕΡΟΝ ΣΑΣ ΕΧΘΗ ΣΥΝΑΛΛΑΓΑΣ ΕΙΣ ΑΡΓΕΝΤΙΝΗΝ <box>950 486 1154 534</box>
rate-row <box>6 1100 253 1111</box>
center-block <box>506 0 1154 2324</box>
headline-olives: ΑΠΕΦΑΣΙΣΘΗ Η ΚΑΘΙΕΡΩΣΙΣ ΝΕΩΝ ΜΕΤΡΩΝ ΠΡΟΣΤΑΣΙΑΣ ΤΩΝ ΕΠΙΤΡΑΠΕΖΙΩΝ ΕΛΑΙΩΝ <box>19 5 240 53</box>
solar-columns <box>1166 686 1589 745</box>
article-theseus: ΛΕΥΚΩΣΙΑ, 7 (ΑΠ). Επεβεβαιώθη σήμερον υπό των λιμενικών αρχών ότι διεσώθησαν όλα τα μέλη του πληρώματος του ελληνικού φορτηγού πλοίου «Θησεύς» το οποίον εβυθίσθη ανοικτά των ακτών της Κύπρου. <box>725 1201 936 1257</box>
article-army-cont: Η Τουρκική εφημερίς «Τζουμχουριέτ» γράφει σήμερον ότι οι στρατιωτικοί δεν έχουν ακόμη αποφασίσει την στάσιν των. Αι ένοπλοι δυνάμεις παρακολουθούν με προσοχήν τας εξελίξεις και αναμένουν την απόφασιν του κοινοβουλίου. <box>725 849 936 917</box>
headline-turkey: ΘΑ ΑΝΤΙΔΡΑΣΟΥΝ ΤΕΛΙΚΩΣ ΟΙ ΣΤΡΑΤΙΩΤΙΚΟΙ ΕΙΣ ΤΟ «ΠΡΑΞΙΚΟΠΗΜΑ» ΤΟΥ ΝΤΕΜΙΡΕΛ; <box>506 395 935 524</box>
rate-sell: 0,0496 <box>221 1089 251 1100</box>
headline-fall: ΚΑΤΕΠΕΣΕΝ ΕΚ ΚΛΙΜΑΚΟΣ ΚΑΙ ΕΦΟΝΕΥΘΗ <box>263 1071 496 1104</box>
rate-currency: Πεσέτα <box>8 1110 40 1121</box>
banner-headline: ΝΕΑΙ ΜΕΤΑΘΕΣΕΙΣ ΥΠΑΛΛΗΛΩΝ ΤΩΝ ΟΙΚΟΝΟΜΙΚΩΝ ΕΦΟΡΙΩΝ ΚΑΙ ΑΝΑΚΛΗΣΙΣ ΠΡΟΓΕΝΕΣΤΕΡΩΝ <box>522 1 1138 189</box>
article-machinery-cont: Υπό της Επιθεωρήσεως Βιομηχανίας Βορείου Ελλάδος εχορηγήθησαν αι κάτωθι άδειαι ατελούς εισαγωγής μηχανημάτων εις βιομηχανίας και βιοτεχνίας της Μακεδονίας. Εις την Α.Ε. Βιομηχανίας χάρτου αξίας 2.116 δολλαρίων, εις την βιοτεχνίαν πλεκτικών ειδών αξίας 11.530 δολλαρίων, εις την ΕΤΒΑ πλαστικών ειδών αξίας 1.690 μάρκων, εις την βιομηχανίαν ξύλου αξίας 53.950 μάρκων, εις την Α.Ε. ΤΣΙΜΕΝΤΩΝ αξίας 23.965 δολλαρίων, εις την βιοτεχνίαν επίπλων αξίας 4.950 μάρκων, εις την βιομηχανίαν ελαστικών αξίας 16.410 δολλαρίων και εις την βιοτεχνίαν υφασμάτων Θεσσαλονίκης αξίας 2.600 λιρών Αγγλίας. <box>6 518 253 665</box>
rate-currency: Σελλίνιον <box>8 1100 50 1111</box>
rate-buy: 7,527 <box>149 1037 174 1048</box>
article-price-index: ΟΥΑΣΙΓΚΤΩΝ, 7 (Ρώυτερ).— Ο τιμάριθμος κατά τον μήνα Αύγουστον ανήλθεν εις τας Ηνωμένας Πολιτείας κατά 0,3%. <box>950 800 1154 833</box>
vehicles-columns <box>1166 563 1589 623</box>
subheadline-tax-details: ΑΛΛΑΙ ΑΠΟΤΟΜΕΡΕΙΑΙ <box>55 1528 204 1543</box>
headline-pattakos: Ο Κ. ΠΑΤΤΑΚΟΣ ΕΠΕΘΕΩΡΗΣΕ ΑΙΦΝΙΔΙΑΣΤΙΚΩΣ ΝΟΣΗΛΕΥΤΙΚΑ ΙΔΡΥΜΑΤΑ ΤΗΣ ΠΡΩΤΕΥΟΥΣΗΣ <box>6 672 253 724</box>
rate-currency: Μάρκον <box>8 1047 42 1058</box>
turkey-columns <box>506 600 935 1015</box>
headline-agronomists: ΕΔΗΜΟΣΙΕΥΘΗ ΤΟ Ν.Δ. ΔΙΑ ΤΟΝ ΔΙΟΡΙΣΜΟΝ ΤΩΝ ΓΕΩΠΟΝΩΝ ΕΙΣ ΤΑ ΓΥΜΝΑΣΙΑ <box>271 5 488 47</box>
rate-currency: Λίρα Αγγλίας <box>8 1006 65 1017</box>
article-workers-home: ΑΘΗΝΑΙ, 7.— Συνεχίζεται κανονικώς και κατά τον Σεπτέμβριον η εκτέλεσις του προγράμματος της Εργατικής Εστίας διά τας διακοπάς των εργαζομένων. Εις τας κατασκηνώσεις της Εστίας φιλοξενούνται εργάται και τα μέλη των οικογενειών των. <box>263 850 496 918</box>
article-journalist: ΒΡΥΞΕΛΛΑΙ, 7 (Ασσ. Πρες).— Αι Βελγικαί αρχαί ανεκοίνωσαν ότι εξηφανίσθη μυστηριωδώς ο διαπιστευμένος εις Βρυξέλλας Σοβιετικός δημοσιογράφος. Η αστυνομία διεξάγει ερεύνας διά την ανεύρεσίν του. <box>1166 1042 1374 1098</box>
headline-allende: Ο ΑΛΛΕΝΤΕ ΘΑ ΜΕΤΑΒΗ ΕΙΣ ΤΗΝ ΣΟΦΙΑΝ <box>950 917 1154 951</box>
article-tax-form-cont2: τελειωτικών του σε σχέση με τα υπόλοιπα ...προσφερόμενα αυτό το έντυπο. Αναγράφονται εις αυτό και αι ευνοϊκαί διατάξεις του νόμου περί φορολογίας του εισοδήματος φυσικών προσώπων, ώστε ο φορολογούμενος να δύναται να συμπληρώση την δήλωσίν του χωρίς την βοήθειαν ειδικού. Το νέον έντυπον είναι απλούστερον, σαφέστερον και διευκολύνει τόσον τους φορολογουμένους όσον και τας οικονομικάς υπηρεσίας κατά τον έλεγχον. <box>6 1424 253 1526</box>
divider <box>506 192 1154 194</box>
rate-row <box>6 1037 253 1048</box>
article-anniversary: ΑΘΗΝΑΙ, 7.— Συνεχίζονται εις ολόκληρον την χώραν αι εκδηλώσεις επί τη επετείω της 150ετίας από της Εθνικής Παλιγγενεσίας. Εις όλας τας πόλεις πραγματοποιούνται εκθέσεις, διαλέξεις και εορταστικαί εκδηλώσεις. <box>1166 791 1374 847</box>
article-tax-form: τελειωτικών του σε σχέση με τα υπόλοιπα ...προσφερόμενα αυτό το έντυπο. Αναγράφονται εις αυτό και αι ευνοϊκαί διατάξεις του νόμου περί φορολογίας του εισοδήματος φυσικών προσώπων, ώστε ο φορολογούμενος να δύναται να συμπληρώση την δήλωσίν του χωρίς την βοήθειαν ειδικού. Το νέον έντυπον είναι απλούστερον, σαφέστερον και διευκολύνει τόσον τους φορολογουμένους όσον και τας οικονομικάς υπηρεσίας κατά τον έλεγχον. <box>6 1215 253 1315</box>
rate-row <box>6 1027 253 1038</box>
article-chile: ΝΕΑ ΥΟΡΚΗ, 7 (Ηνωμ. Τύπος).— Ο υπουργός Εξωτερικών κ. Ρότζερς εξέφρασε την ανησυχίαν της Αμερικανικής κυβερνήσεως διά τας απαλλοτριώσεις των αμερικανικών επιχειρήσεων εις την Χιλήν. Ο κ. Ρότζερς εδήλωσεν ότι αναμένει ικανοποιητικήν αποζημίωσιν. <box>1166 898 1374 977</box>
headline-fire: ΖΗΜΙΑΙ 100.000 ΔΡΧ. ΕΚ ΠΥΡΚΑΓΙΑΣ ΕΙΣ ΙΣΟΓΕΙΟΝ ΟΙΚΙΑΝ <box>263 996 496 1028</box>
subheadline-monde: ΣΧΟΛΙΑ ΤΗΣ «ΜΟΝΤ» <box>540 937 683 952</box>
